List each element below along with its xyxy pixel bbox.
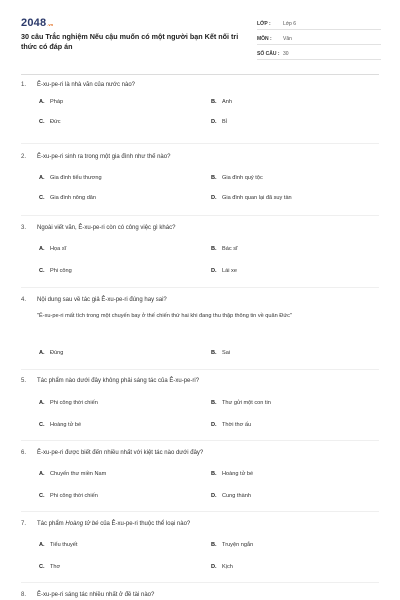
option-letter: C.: [39, 268, 45, 274]
question-3: [21, 224, 381, 274]
option-letter: A.: [39, 542, 45, 548]
option-a[interactable]: [39, 471, 106, 477]
option-letter: A.: [39, 175, 45, 181]
option-text: Pháp: [50, 99, 64, 105]
option-b[interactable]: [211, 400, 271, 406]
option-text: Đức: [50, 119, 61, 125]
option-c[interactable]: [39, 493, 98, 499]
meta-label: LỚP :: [257, 21, 271, 27]
option-letter: B.: [211, 350, 217, 356]
option-a[interactable]: [39, 542, 77, 548]
question-separator: [21, 369, 379, 370]
question-4: [21, 296, 381, 356]
option-letter: C.: [39, 119, 45, 125]
question-number: 6.: [21, 450, 27, 456]
option-letter: C.: [39, 195, 45, 201]
question-separator: [21, 511, 379, 512]
meta-label: MÔN :: [257, 36, 272, 42]
option-letter: B.: [211, 471, 217, 477]
option-text: Hoàng tử bé: [50, 422, 82, 428]
option-letter: A.: [39, 400, 45, 406]
question-text-part: Tác phẩm: [37, 521, 66, 527]
option-letter: D.: [211, 564, 217, 570]
option-b[interactable]: [211, 542, 253, 548]
meta-info: [257, 15, 381, 60]
header-divider: [21, 74, 379, 75]
option-letter: D.: [211, 195, 217, 201]
option-text: Gia đình quý tộc: [222, 175, 263, 181]
option-a[interactable]: [39, 350, 63, 356]
option-text: Bác sĩ: [222, 246, 238, 252]
option-c[interactable]: [39, 195, 96, 201]
question-separator: [21, 440, 379, 441]
question-5: [21, 377, 381, 428]
question-text: Ê-xu-pe-ri sáng tác nhiều nhất ở đề tài nào?: [37, 592, 155, 598]
option-letter: C.: [39, 493, 45, 499]
question-quote: "Ê-xu-pe-ri mất tích trong một chuyến bay ở thế chiến thứ hai khi đang thu thập thông tin về quân Đức": [37, 313, 292, 319]
option-text: Sai: [222, 350, 231, 356]
option-letter: D.: [211, 119, 217, 125]
question-7: [21, 520, 381, 570]
option-b[interactable]: [211, 175, 263, 181]
option-text: Chuyến thư miền Nam: [50, 471, 107, 477]
option-c[interactable]: [39, 564, 60, 570]
meta-value: Văn: [283, 36, 292, 42]
option-b[interactable]: [211, 471, 253, 477]
question-separator: [21, 287, 379, 288]
question-text-part: của Ê-xu-pe-ri thuộc thể loại nào?: [98, 521, 191, 527]
option-letter: D.: [211, 422, 217, 428]
question-text: Nội dung sau về tác giả Ê-xu-pe-ri đúng hay sai?: [37, 297, 167, 303]
question-number: 1.: [21, 82, 27, 88]
document-header: [0, 0, 400, 72]
option-letter: D.: [211, 268, 217, 274]
option-c[interactable]: [39, 119, 61, 125]
option-letter: A.: [39, 99, 45, 105]
option-letter: A.: [39, 246, 45, 252]
option-text: Anh: [222, 99, 232, 105]
option-letter: B.: [211, 400, 217, 406]
option-text: Gia đình quan lại đã suy tàn: [222, 195, 292, 201]
option-letter: B.: [211, 542, 217, 548]
option-text: Kịch: [222, 564, 233, 570]
question-number: 7.: [21, 521, 27, 527]
question-text: [37, 520, 381, 529]
option-text: Phi công thời chiến: [50, 400, 98, 406]
option-text: Lái xe: [222, 268, 237, 274]
site-logo[interactable]: [21, 17, 53, 29]
option-text: Phi công thời chiến: [50, 493, 98, 499]
question-text: Ê-xu-pe-ri là nhà văn của nước nào?: [37, 82, 136, 88]
option-text: Thời thơ ấu: [222, 422, 252, 428]
document-title: 30 câu Trắc nghiệm Nếu cậu muốn có một người bạn Kết nối tri thức có đáp án: [21, 32, 239, 51]
option-b[interactable]: [211, 99, 232, 105]
meta-label: SỐ CÂU :: [257, 51, 280, 57]
option-letter: C.: [39, 422, 45, 428]
option-d[interactable]: [211, 564, 233, 570]
question-number: 8.: [21, 592, 27, 598]
work-title: Hoàng tử bé: [65, 521, 99, 527]
question-number: 2.: [21, 154, 27, 160]
option-b[interactable]: [211, 246, 238, 252]
meta-value: 30: [283, 51, 289, 57]
option-d[interactable]: [211, 422, 251, 428]
option-d[interactable]: [211, 493, 251, 499]
question-separator: [21, 582, 379, 583]
option-text: Bỉ: [222, 119, 227, 125]
option-text: Họa sĩ: [50, 246, 67, 252]
meta-value: Lớp 6: [283, 21, 297, 27]
question-1: [21, 81, 381, 125]
question-separator: [21, 143, 379, 144]
option-a[interactable]: [39, 400, 98, 406]
option-text: Thư gửi một con tin: [222, 400, 271, 406]
question-text: Ê-xu-pe-ri được biết đến nhiều nhất với kiệt tác nào dưới đây?: [37, 450, 204, 456]
question-text: Tác phẩm nào dưới đây không phải sáng tác của Ê-xu-pe-ri?: [37, 378, 200, 384]
option-b[interactable]: [211, 350, 230, 356]
option-d[interactable]: [211, 268, 237, 274]
option-a[interactable]: [39, 175, 102, 181]
question-number: 3.: [21, 225, 27, 231]
option-d[interactable]: [211, 119, 227, 125]
option-letter: B.: [211, 175, 217, 181]
meta-row-grade: [257, 15, 381, 30]
option-letter: A.: [39, 471, 45, 477]
option-text: Gia đình tiểu thương: [50, 175, 102, 181]
question-6: [21, 449, 381, 499]
option-text: Đúng: [50, 350, 64, 356]
option-a[interactable]: [39, 99, 63, 105]
option-letter: B.: [211, 99, 217, 105]
question-8: [21, 591, 381, 600]
question-text: Ngoài viết văn, Ê-xu-pe-ri còn có công việc gì khác?: [37, 225, 176, 231]
option-text: Gia đình nông dân: [50, 195, 97, 201]
option-text: Thơ: [50, 564, 61, 570]
question-text: Ê-xu-pe-ri sinh ra trong một gia đình như thế nào?: [37, 154, 171, 160]
logo-text: 2048: [21, 17, 47, 29]
option-text: Truyện ngắn: [222, 542, 254, 548]
question-separator: [21, 215, 379, 216]
option-text: Phi công: [50, 268, 72, 274]
meta-row-subject: [257, 30, 381, 45]
option-letter: A.: [39, 350, 45, 356]
option-c[interactable]: [39, 422, 81, 428]
option-letter: C.: [39, 564, 45, 570]
option-a[interactable]: [39, 246, 66, 252]
option-text: Tiểu thuyết: [50, 542, 78, 548]
logo-suffix: .vn: [47, 22, 54, 27]
option-text: Hoàng tử bé: [222, 471, 254, 477]
meta-row-count: [257, 45, 381, 60]
option-letter: D.: [211, 493, 217, 499]
question-number: 4.: [21, 297, 27, 303]
question-number: 5.: [21, 378, 27, 384]
option-text: Cung thành: [222, 493, 251, 499]
option-d[interactable]: [211, 195, 292, 201]
question-2: [21, 153, 381, 201]
option-letter: B.: [211, 246, 217, 252]
option-c[interactable]: [39, 268, 72, 274]
